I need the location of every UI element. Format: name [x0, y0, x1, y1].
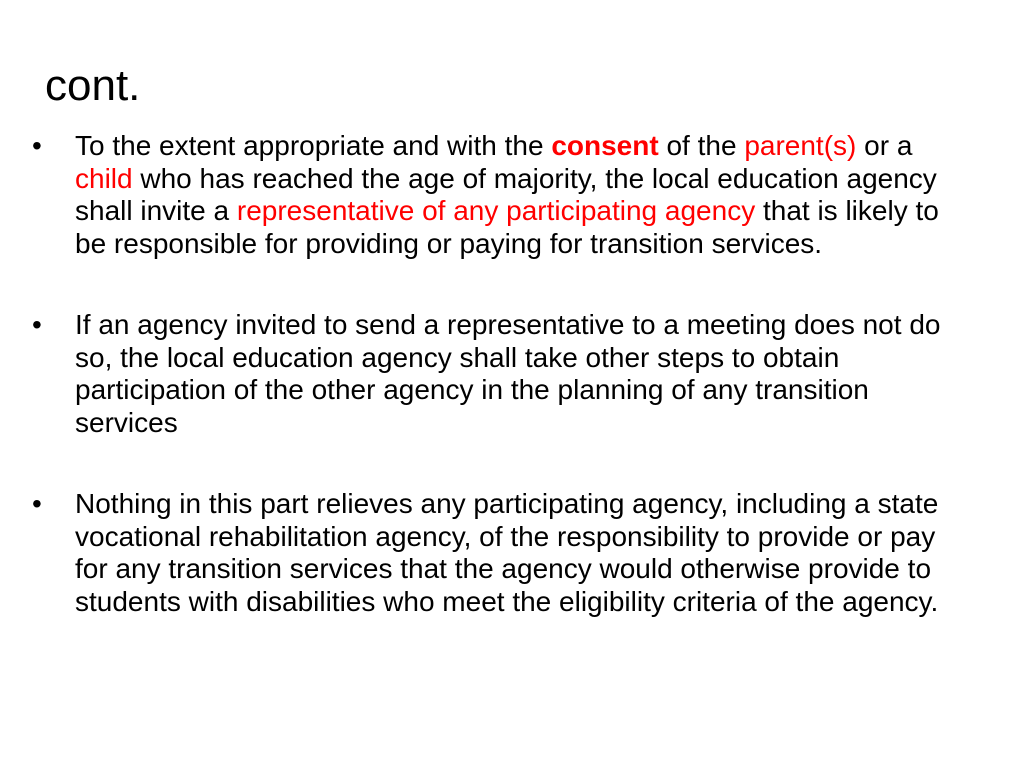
bullet-text-segment: If an agency invited to send a representative to a meeting does not do so, the local education agency shall take other steps to obtain participation of the other agency in the planning of any transition services: [75, 309, 941, 438]
bullet-text-segment: of the: [658, 130, 745, 161]
highlight-consent: consent: [551, 130, 659, 161]
highlight-parents: parent(s): [744, 130, 857, 161]
bullet-mark: •: [32, 309, 42, 340]
bullet-mark: •: [32, 488, 42, 519]
bullet-text-segment: who has reached the age of majority, the local education agency shall invite a: [75, 162, 937, 226]
bullet-text-segment: that is likely to be responsible for providing or paying for transition services.: [75, 195, 939, 259]
bullet-text-segment: or a: [856, 130, 913, 161]
bullet-item-responsibility: [0, 488, 955, 618]
bullet-item-consent-invite: [0, 130, 955, 260]
bullet-mark: •: [32, 130, 42, 161]
highlight-child: child: [75, 162, 133, 194]
bullet-text-segment: Nothing in this part relieves any participating agency, including a state vocational rehabilitation agency, of the responsibility to provide or pay for any transition services that the agency would otherwise provide to students with disabilities who meet the eligibility criteria of the agency.: [75, 488, 939, 617]
bullet-text-segment: To the extent appropriate and with the: [75, 130, 552, 161]
slide-title: cont.: [45, 61, 141, 110]
highlight-representative: representative of any participating agency: [236, 195, 756, 226]
bullet-list: [0, 130, 1024, 618]
bullet-item-invited-agency: [0, 309, 955, 439]
